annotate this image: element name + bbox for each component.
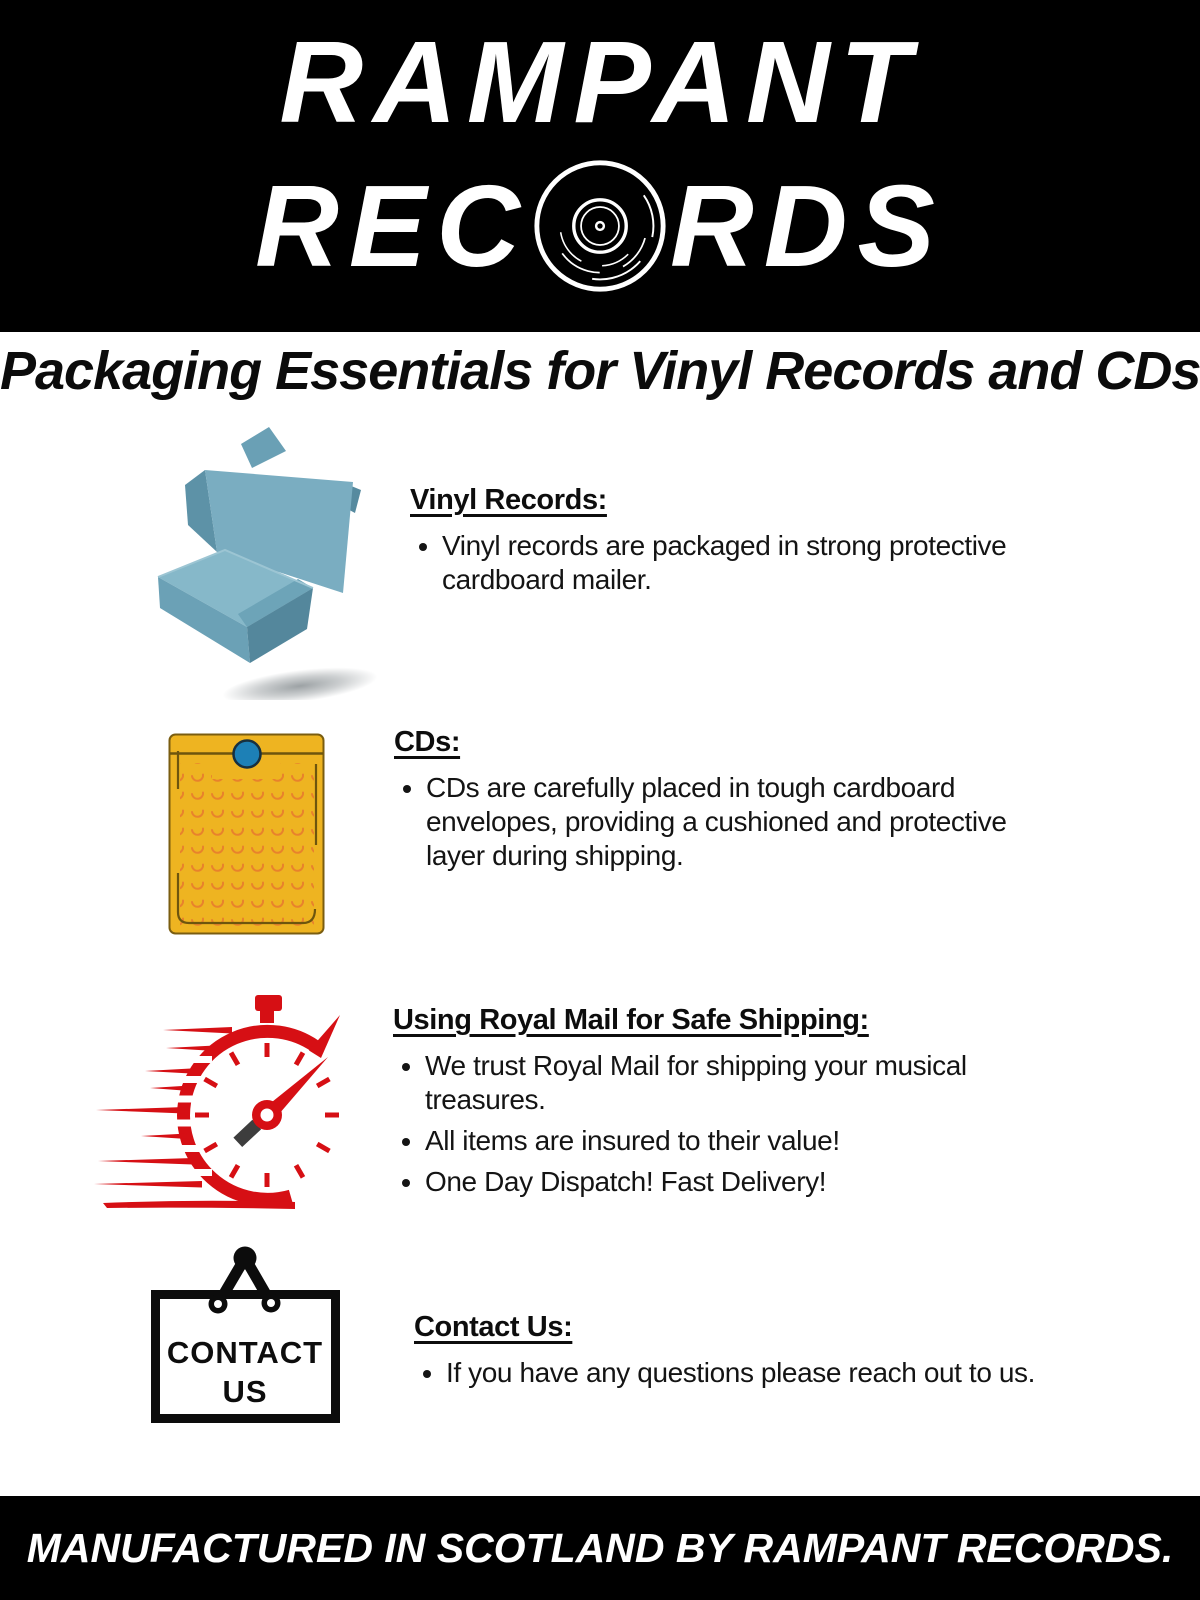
fast-stopwatch-icon [88,958,378,1228]
section-bullet-list [410,529,1070,597]
blue-mailer-box-icon [140,420,420,700]
header-banner [0,0,1200,332]
section-contact-us [414,1311,1134,1397]
bullet-item: • We trust Royal Mail for shipping your musical treasures. [425,1049,1043,1117]
contact-us-sign-icon [140,1230,340,1430]
section-heading: CDs: [394,726,461,758]
section-bullet-list [394,771,1044,873]
sign-text-line1: CONTACT [166,1335,324,1370]
brand-title-line2 [0,158,1200,294]
brand-title-line1: RAMPANT [279,17,921,147]
sign-text-line2: US [222,1374,268,1409]
section-cds [394,726,1044,880]
bullet-item: • One Day Dispatch! Fast Delivery! [425,1165,1043,1199]
bullet-item: • If you have any questions please reach out to us. [446,1356,1134,1390]
brand-line2-pre: REC [255,161,530,291]
section-bullet-list [393,1049,1043,1199]
section-heading: Using Royal Mail for Safe Shipping: [393,1004,869,1036]
footer-text: MANUFACTURED IN SCOTLAND BY RAMPANT RECORDS. [26,1524,1174,1571]
section-royal-mail [393,1004,1043,1206]
bullet-item: • All items are insured to their value! [425,1124,1043,1158]
vinyl-record-icon [532,158,668,294]
section-vinyl-records [410,484,1070,604]
padded-envelope-icon [168,733,325,935]
footer-banner [0,1496,1200,1600]
brand-line2-post: RDS [670,161,945,291]
bullet-item: • Vinyl records are packaged in strong protective cardboard mailer. [442,529,1070,597]
section-heading: Vinyl Records: [410,484,607,516]
section-heading: Contact Us: [414,1311,573,1343]
bullet-item: • CDs are carefully placed in tough cardboard envelopes, providing a cushioned and protective layer during shipping. [426,771,1044,873]
page-title: Packaging Essentials for Vinyl Records and CDs [0,341,1200,401]
section-bullet-list [414,1356,1134,1390]
